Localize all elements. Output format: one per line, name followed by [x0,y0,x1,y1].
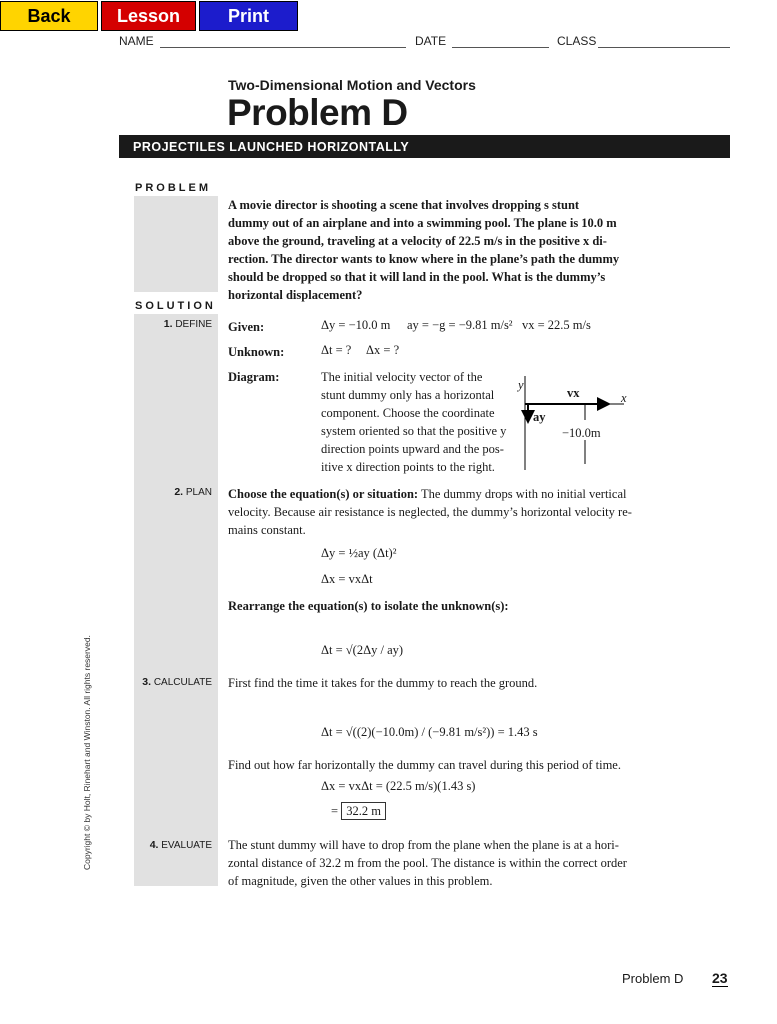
class-line [598,47,730,48]
diagram-description: The initial velocity vector of the stunt dummy only has a horizontal component. Choose the coordinate system oriented so that the positive y direction points upward and the pos- itive x direction points to the right. [321,370,507,474]
step-evaluate: 4. EVALUATE [149,839,212,851]
lesson-button[interactable]: Lesson [101,1,196,31]
diagram-x-label: x [621,391,627,405]
given-label: Given: [228,320,265,334]
plan-eq-dt: Δt = √(2Δy / ay) [321,643,404,657]
section-banner: PROJECTILES LAUNCHED HORIZONTALLY [119,135,730,158]
calculate-answer: = 32.2 m [331,804,386,819]
page-title: Problem D [227,92,408,133]
problem-sidebar [134,196,218,292]
date-line [452,47,549,48]
print-button[interactable]: Print [199,1,298,31]
calculate-line-2: Find out how far horizontally the dummy can travel during this period of time. [228,758,621,772]
step-define: 1. DEFINE [163,318,212,330]
step-plan: 2. PLAN [174,486,212,498]
unknown-dt: Δt = ? [321,343,352,357]
date-label: DATE [415,34,447,48]
diagram-label: Diagram: [228,370,280,384]
given-vx: vx = 22.5 m/s [522,318,591,332]
calculate-line-1: First find the time it takes for the dummy to reach the ground. [228,676,538,690]
class-label: CLASS [557,34,597,48]
solution-label: SOLUTION [135,300,216,312]
given-dy: Δy = −10.0 m [321,318,391,332]
diagram-height-label: −10.0m [562,426,601,440]
name-line [160,47,406,48]
problem-label: PROBLEM [135,182,211,194]
copyright-notice: Copyright © by Holt, Rinehart and Winston. All rights reserved. [82,635,92,870]
rearrange-label: Rearrange the equation(s) to isolate the unknown(s): [228,599,509,613]
back-button[interactable]: Back [0,1,98,31]
calculate-eq-time: Δt = √((2)(−10.0m) / (−9.81 m/s²)) = 1.43 s [321,725,538,739]
plan-eq-dx: Δx = vxΔt [321,572,373,586]
given-ay: ay = −g = −9.81 m/s² [407,318,513,332]
solution-sidebar [134,314,218,886]
unknown-label: Unknown: [228,345,285,359]
problem-text: A movie director is shooting a scene that involves dropping s stunt dummy out of an airplane and into a swimming pool. The plane is 10.0 m above the ground, traveling at a velocity of 22.5 m/s in the positive x di- rection. The director wants to know where in the plane’s path the dummy should be dropped so that it will land in the pool. What is the dummy’s horizontal displacement? [228,198,620,302]
diagram-y-label: y [518,378,524,392]
calculate-eq-distance: Δx = vxΔt = (22.5 m/s)(1.43 s) [321,779,476,793]
page-number: 23 [712,970,728,986]
step-calculate: 3. CALCULATE [142,676,212,688]
evaluate-text: The stunt dummy will have to drop from the plane when the plane is at a hori- zontal distance of 32.2 m from the pool. The distance is within the correct order of magnitude, given the other values in this problem. [228,838,627,888]
name-label: NAME [119,34,154,48]
diagram-vx-label: vx [567,386,580,400]
plan-eq-dy: Δy = ½ay (Δt)² [321,546,397,560]
diagram-ay-label: ay [533,410,546,424]
footer-label: Problem D [622,971,684,986]
unknown-dx: Δx = ? [366,343,400,357]
chapter-title: Two-Dimensional Motion and Vectors [228,77,476,93]
plan-text: Choose the equation(s) or situation: The dummy drops with no initial vertical velocity. Because air resistance is neglected, the dummy’s horizontal velocity re- mains constant. [228,487,632,537]
